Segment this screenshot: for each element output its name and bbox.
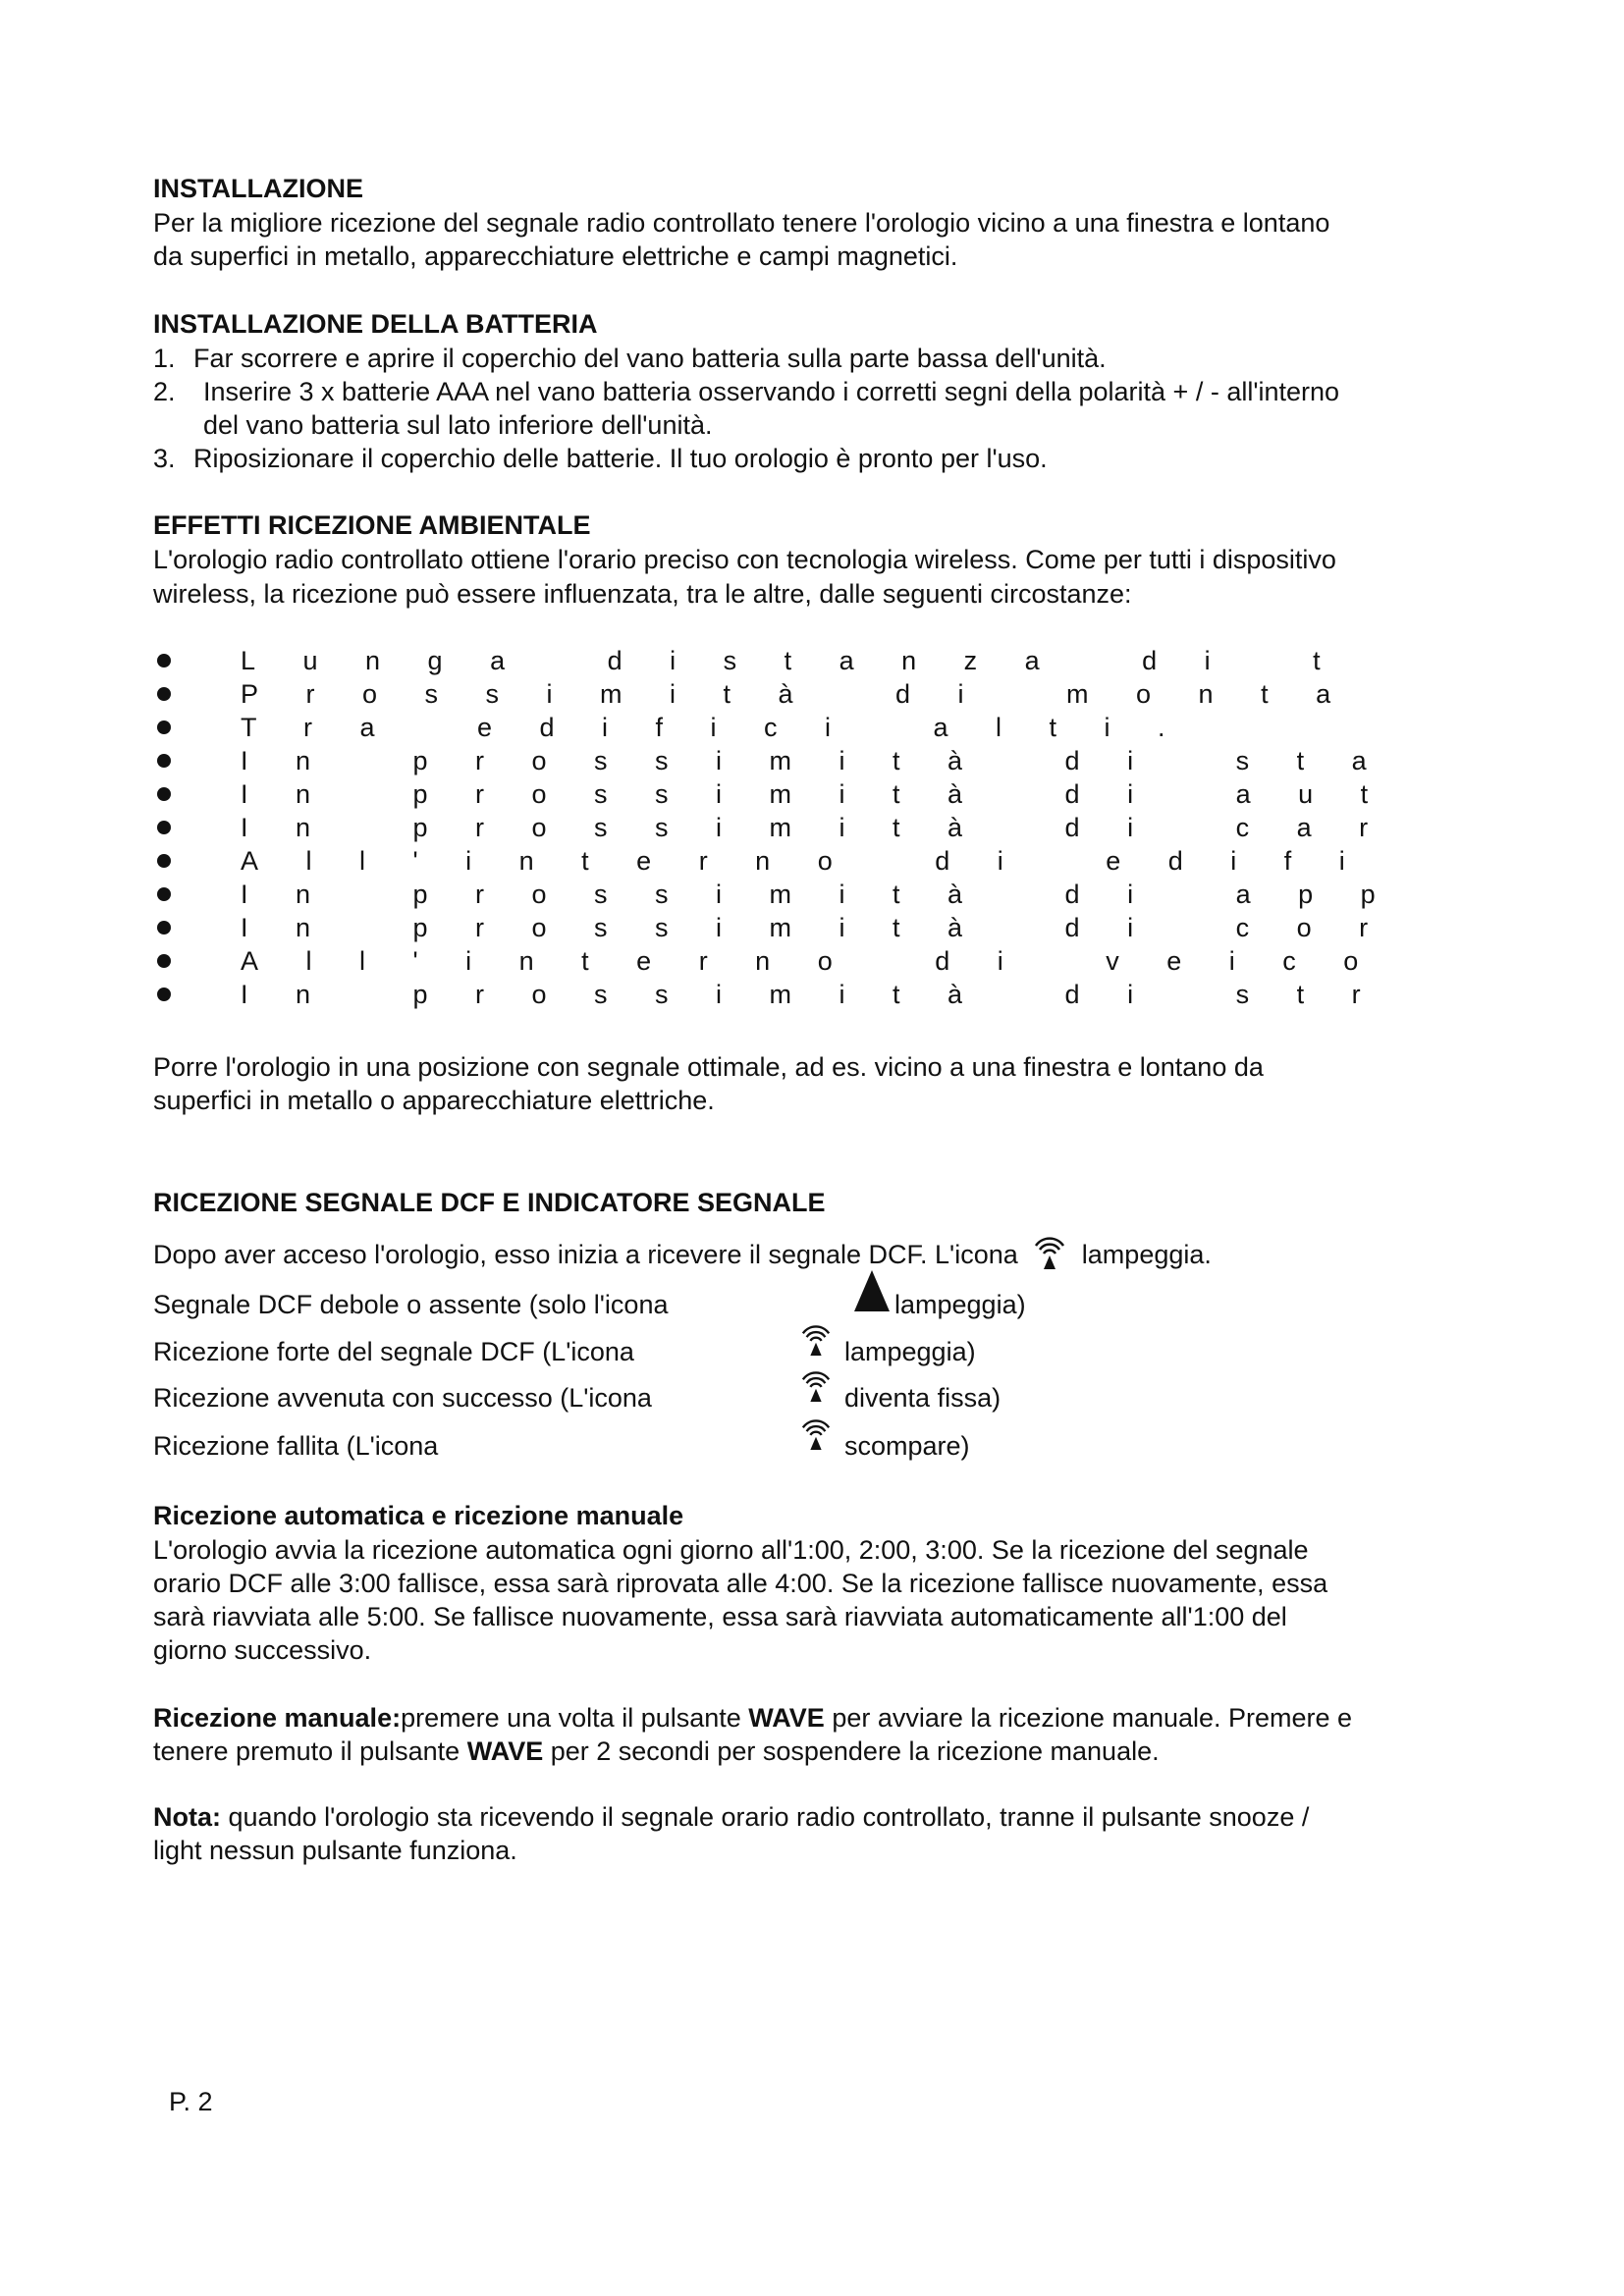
dcf-intro: Dopo aver acceso l'orologio, esso inizia a ricevere il segnale DCF. L'icona lampeggia. (153, 1232, 1212, 1271)
paragraph-line: Porre l'orologio in una posizione con segnale ottimale, ad es. vicino a una finestra e lontano da (153, 1052, 1264, 1082)
dcf-row-after: scompare) (844, 1431, 970, 1461)
dcf-row-label: Ricezione avvenuta con successo (L'icona (153, 1383, 652, 1413)
heading-batteria: INSTALLAZIONE DELLA BATTERIA (153, 309, 598, 339)
dcf-row-label: Ricezione fallita (L'icona (153, 1431, 439, 1461)
paragraph-line: sarà riavviata alle 5:00. Se fallisce nuovamente, essa sarà riavviata automaticamente all'1:00 del (153, 1602, 1287, 1631)
paragraph-line: superfici in metallo o apparecchiature elettriche. (153, 1086, 715, 1115)
paragraph-line: L'orologio radio controllato ottiene l'orario preciso con tecnologia wireless. Come per tutti i dispositivo (153, 545, 1336, 574)
bullet-icon (157, 988, 171, 1001)
signal-waves-icon (800, 1414, 832, 1453)
antenna-triangle-icon (852, 1266, 892, 1313)
manual-line: Ricezione manuale:premere una volta il pulsante WAVE per avviare la ricezione manuale. Premere e (153, 1703, 1353, 1733)
step-text: Riposizionare il coperchio delle batterie. Il tuo orologio è pronto per l'uso. (193, 444, 1048, 473)
bullet-icon (157, 687, 171, 701)
heading-ricezione-automatica: Ricezione automatica e ricezione manuale (153, 1501, 684, 1530)
list-item: All'interno di veico (0, 944, 1624, 978)
bullet-icon (157, 887, 171, 901)
dcf-row-after: diventa fissa) (844, 1383, 1001, 1413)
page-number: P. 2 (169, 2087, 213, 2116)
bullet-icon (157, 921, 171, 934)
list-item: In prossimità di app (0, 878, 1624, 911)
list-item: In prossimità di car (0, 811, 1624, 844)
list-item: Lunga distanza di t (0, 644, 1624, 677)
dcf-row-label: Segnale DCF debole o assente (solo l'icona (153, 1290, 669, 1319)
step-text: Inserire 3 x batterie AAA nel vano batteria osservando i corretti segni della polarità + / - all'interno (203, 377, 1340, 406)
list-item: All'interno di edifi (0, 844, 1624, 878)
step-text: Far scorrere e aprire il coperchio del vano batteria sulla parte bassa dell'unità. (193, 344, 1107, 373)
list-item: Prossimità di monta (0, 677, 1624, 711)
signal-waves-icon (800, 1365, 832, 1405)
bullet-icon (157, 654, 171, 667)
heading-effetti: EFFETTI RICEZIONE AMBIENTALE (153, 510, 591, 540)
step-number: 1. (153, 344, 176, 373)
bullet-icon (157, 721, 171, 734)
paragraph-line: wireless, la ricezione può essere influenzata, tra le altre, dalle seguenti circostanze: (153, 579, 1132, 609)
bullet-icon (157, 954, 171, 968)
bullet-icon (157, 787, 171, 801)
step-number: 2. (153, 377, 176, 406)
dcf-row-label: Ricezione forte del segnale DCF (L'icona (153, 1337, 634, 1366)
signal-waves-icon (1033, 1232, 1066, 1271)
step-number: 3. (153, 444, 176, 473)
list-item: In prossimità di str (0, 978, 1624, 1011)
paragraph-line: orario DCF alle 3:00 fallisce, essa sarà riprovata alle 4:00. Se la ricezione fallisce nuovamente, essa (153, 1569, 1328, 1598)
paragraph-line: da superfici in metallo, apparecchiature elettriche e campi magnetici. (153, 241, 958, 271)
heading-dcf: RICEZIONE SEGNALE DCF E INDICATORE SEGNALE (153, 1188, 826, 1217)
bullet-icon (157, 821, 171, 834)
manual-line: tenere premuto il pulsante WAVE per 2 secondi per sospendere la ricezione manuale. (153, 1736, 1160, 1766)
paragraph-line: Per la migliore ricezione del segnale radio controllato tenere l'orologio vicino a una finestra e lontano (153, 208, 1330, 238)
dcf-row-after: lampeggia) (894, 1290, 1026, 1319)
bullet-icon (157, 754, 171, 768)
list-item: Tra edifici alti. (0, 711, 1624, 744)
list-item: In prossimità di cor (0, 911, 1624, 944)
paragraph-line: giorno successivo. (153, 1635, 372, 1665)
signal-waves-icon (800, 1319, 832, 1359)
dcf-row-after: lampeggia) (844, 1337, 976, 1366)
step-text: del vano batteria sul lato inferiore dell'unità. (203, 410, 713, 440)
heading-installazione: INSTALLAZIONE (153, 174, 363, 203)
paragraph-line: L'orologio avvia la ricezione automatica ogni giorno all'1:00, 2:00, 3:00. Se la ricezione del segnale (153, 1535, 1309, 1565)
note-line: Nota: quando l'orologio sta ricevendo il segnale orario radio controllato, tranne il pulsante snooze / (153, 1802, 1310, 1832)
list-item: In prossimità di aut (0, 777, 1624, 811)
note-line: light nessun pulsante funziona. (153, 1836, 517, 1865)
bullet-icon (157, 854, 171, 868)
list-item: In prossimità di sta (0, 744, 1624, 777)
